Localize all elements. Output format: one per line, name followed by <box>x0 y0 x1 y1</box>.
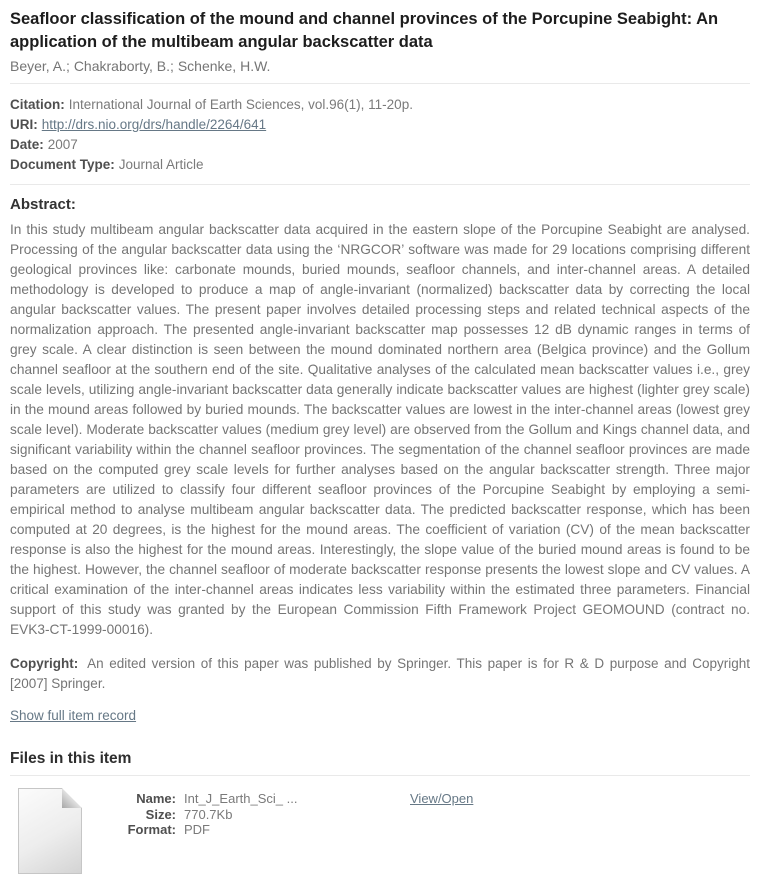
citation-value: International Journal of Earth Sciences, vol.96(1), 11-20p. <box>68 97 413 112</box>
uri-link[interactable]: http://drs.nio.org/drs/handle/2264/641 <box>41 117 267 132</box>
uri-row <box>10 115 750 135</box>
file-name-label: Name: <box>136 791 176 806</box>
abstract-text: In this study multibeam angular backscatter data acquired in the eastern slope of the Porcupine Seabight are analysed. Processing of the angular backscatter data using the ‘NRGCOR’ software was made for 29 locations comprising different geological provinces like: carbonate mounds, buried mounds, seafloor channels, and inter-channel areas. A detailed methodology is developed to produce a map of angle-invariant (normalized) backscatter data by correcting the local angular backscatter values. The present paper involves detailed processing steps and related technical aspects of the normalization approach. The presented angle-invariant backscatter map possesses 12 dB dynamic ranges in terms of grey scale. A clear distinction is seen between the mound dominated northern area (Belgica province) and the Gollum channel seafloor at the southern end of the site. Qualitative analyses of the calculated mean backscatter values i.e., grey scale levels, utilizing angle-invariant backscatter data generally indicate backscatter values are highest (lighter grey scale) in the mound areas followed by buried mounds. The backscatter values are lowest in the inter-channel areas (lowest grey scale level). Moderate backscatter values (medium grey level) are observed from the Gollum and Kings channel data, and significant variability within the channel seafloor provinces. The segmentation of the channel seafloor provinces are made based on the computed grey scale levels for further analyses based on the angular backscatter strength. Three major parameters are utilized to classify four different seafloor provinces of the Porcupine Seabight by employing a semi-empirical method to analyse multibeam angular backscatter data. The predicted backscatter response, which has been computed at 20 degrees, is the highest for the mound areas. The coefficient of variation (CV) of the mean backscatter response is also the highest for the mound areas. Interestingly, the slope value of the buried mound areas is found to be the highest. However, the channel seafloor of moderate backscatter response presents the lowest slope and CV values. A critical examination of the inter-channel areas indicates less variability within the estimated three parameters. Financial support of this study was granted by the European Commission Fifth Framework Project GEOMOUND (contract no. EVK3-CT-1999-00016). <box>10 222 750 637</box>
document-type-row <box>10 155 750 175</box>
uri-label: URI: <box>10 117 38 132</box>
file-size-label: Size: <box>145 806 176 822</box>
file-metadata <box>82 788 392 838</box>
file-format-row <box>82 822 392 838</box>
copyright-paragraph <box>10 654 750 694</box>
abstract-heading: Abstract: <box>10 196 76 213</box>
show-full-item-record-link[interactable]: Show full item record <box>10 708 137 723</box>
citation-row <box>10 95 750 115</box>
files-section-heading: Files in this item <box>10 750 750 776</box>
file-format-label: Format: <box>127 822 176 837</box>
authors-line: Beyer, A.; Chakraborty, B.; Schenke, H.W. <box>10 58 271 74</box>
file-row <box>10 776 750 874</box>
divider <box>10 184 750 185</box>
file-action-cell <box>410 788 473 807</box>
file-name-value: Int_J_Earth_Sci_ ... <box>184 791 298 806</box>
show-record-wrap <box>10 706 750 726</box>
file-size-row <box>82 807 392 823</box>
date-value: 2007 <box>47 137 78 152</box>
divider <box>10 83 750 84</box>
date-label: Date: <box>10 137 44 152</box>
copyright-label: Copyright: <box>10 656 79 671</box>
document-type-value: Journal Article <box>118 157 204 172</box>
document-type-label: Document Type: <box>10 157 115 172</box>
file-format-value: PDF <box>184 822 210 837</box>
view-open-link[interactable]: View/Open <box>410 791 474 806</box>
citation-label: Citation: <box>10 97 65 112</box>
file-size-value: 770.7Kb <box>184 806 233 822</box>
metadata-block <box>10 95 750 175</box>
folded-corner-icon <box>62 788 82 808</box>
date-row <box>10 135 750 155</box>
copyright-text: An edited version of this paper was published by Springer. This paper is for R & D purpose and Copyright [2007] Springer. <box>10 656 750 691</box>
file-name-row <box>82 791 392 807</box>
document-icon[interactable] <box>18 788 82 874</box>
page-title: Seafloor classification of the mound and channel provinces of the Porcupine Seabight: An application of the multibeam angular backscatter data <box>10 10 719 51</box>
